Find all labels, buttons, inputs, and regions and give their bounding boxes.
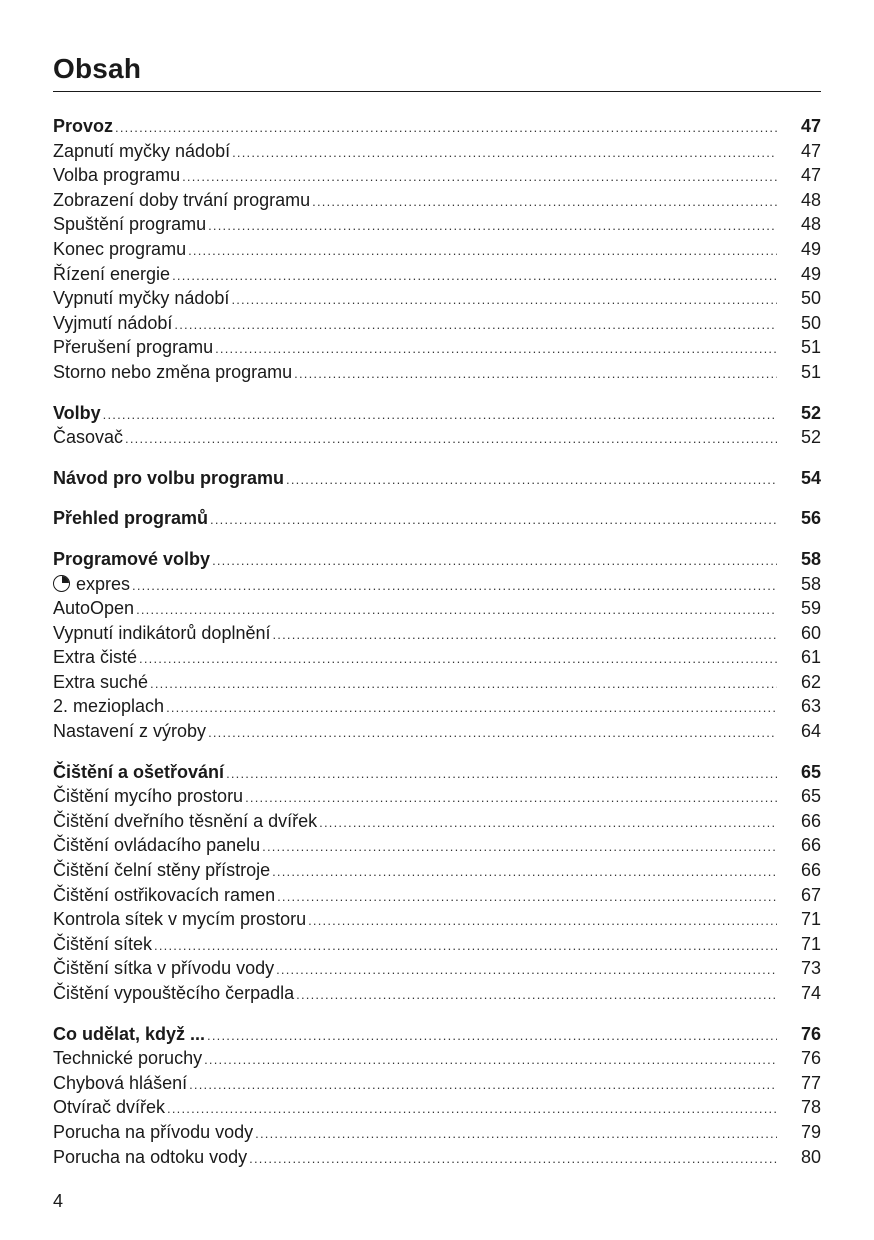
toc-entry-label: Přehled programů [53, 508, 209, 529]
toc-entry[interactable] [53, 833, 821, 858]
toc-entry-label: Čištění čelní stěny přístroje [53, 860, 271, 881]
toc-entry-label: Volba programu [53, 165, 181, 186]
toc-entry[interactable] [53, 670, 821, 695]
toc-section-heading[interactable] [53, 547, 821, 572]
express-clock-icon [53, 575, 70, 592]
dot-leader [231, 288, 777, 313]
dot-leader [249, 1147, 777, 1172]
dot-leader [277, 885, 777, 910]
toc-entry[interactable] [53, 360, 821, 385]
toc-entry-label: Čištění vypouštěcího čerpadla [53, 983, 295, 1003]
dot-leader [294, 362, 777, 387]
toc-entry-label: Zapnutí myčky nádobí [53, 140, 231, 161]
toc-entry[interactable] [53, 1071, 821, 1096]
dot-leader [103, 403, 777, 428]
toc-entry-label: Čištění dveřního těsnění a dvířek [53, 810, 318, 831]
dot-leader [308, 909, 777, 934]
dot-leader [212, 549, 777, 574]
toc-page-number: 49 [800, 238, 821, 259]
toc-page-number: 48 [800, 214, 821, 235]
dot-leader [150, 672, 777, 697]
toc-entry[interactable] [53, 212, 821, 237]
toc-entry-label: Volby [53, 402, 101, 423]
dot-leader [188, 239, 777, 264]
page-number: 4 [53, 1191, 64, 1211]
dot-leader [296, 983, 777, 1008]
dot-leader [255, 1122, 777, 1147]
dot-leader [210, 508, 777, 533]
toc-entry[interactable] [53, 694, 821, 719]
toc-page-number: 47 [800, 140, 821, 161]
toc-entry-label: Co udělat, když ... [53, 1023, 206, 1044]
toc-entry[interactable] [53, 981, 821, 1006]
toc-entry[interactable] [53, 596, 821, 621]
toc-entry-label: Čištění ovládacího panelu [53, 835, 261, 856]
toc-entry-label: Vypnutí myčky nádobí [53, 288, 230, 309]
toc-entry-label: Čištění sítka v přívodu vody [53, 958, 275, 979]
toc-entry-label: Porucha na přívodu vody [53, 1121, 254, 1142]
toc-entry-label: Provoz [53, 116, 114, 136]
toc-entry-label: Časovač [53, 427, 124, 448]
toc-page-number: 50 [800, 312, 821, 333]
dot-leader [232, 141, 777, 166]
toc-entry[interactable] [53, 572, 821, 597]
toc-section [53, 760, 821, 1006]
toc-entry-label: Čištění a ošetřování [53, 761, 225, 782]
dot-leader [154, 934, 777, 959]
toc-entry-label: Řízení energie [53, 263, 171, 284]
toc-page-number: 52 [800, 427, 821, 448]
toc-entry[interactable] [53, 1120, 821, 1145]
toc-entry[interactable] [53, 956, 821, 981]
toc-entry[interactable] [53, 1046, 821, 1071]
document-page [53, 0, 821, 1240]
dot-leader [262, 835, 777, 860]
toc-entry[interactable] [53, 907, 821, 932]
toc-entry-label: Technické poruchy [53, 1048, 203, 1069]
toc-page-number: 67 [800, 884, 821, 905]
toc-page-number: 71 [800, 909, 821, 930]
dot-leader [166, 696, 777, 721]
toc-section-heading[interactable] [53, 506, 821, 531]
toc-entry-label: Nastavení z výroby [53, 721, 207, 742]
toc-page-number: 62 [800, 671, 821, 692]
toc-entry-label: Čištění ostřikovacích ramen [53, 884, 276, 905]
toc-page-number: 74 [800, 983, 821, 1003]
toc-page-number: 78 [800, 1097, 821, 1118]
table-of-contents [53, 114, 821, 1185]
toc-entry-label: Storno nebo změna programu [53, 361, 293, 382]
toc-page-number: 63 [800, 696, 821, 717]
toc-entry[interactable] [53, 883, 821, 908]
toc-entry[interactable] [53, 335, 821, 360]
dot-leader [312, 190, 777, 215]
toc-page-number: 61 [800, 647, 821, 668]
toc-entry-label: AutoOpen [53, 598, 135, 619]
toc-page-number: 66 [800, 835, 821, 856]
toc-section-heading[interactable] [53, 1022, 821, 1047]
toc-entry[interactable] [53, 262, 821, 287]
toc-page-number: 60 [800, 622, 821, 643]
toc-entry-label: Kontrola sítek v mycím prostoru [53, 909, 307, 930]
toc-entry-text: expres [76, 573, 131, 594]
toc-page-number: 65 [800, 761, 821, 782]
toc-page-number: 73 [800, 958, 821, 979]
toc-entry-label: Čištění sítek [53, 933, 153, 954]
dot-leader [172, 264, 777, 289]
toc-page-number: 52 [800, 402, 821, 423]
dot-leader [125, 427, 777, 452]
toc-page-number: 56 [800, 508, 821, 529]
toc-entry-label: Porucha na odtoku vody [53, 1146, 248, 1167]
dot-leader [182, 165, 777, 190]
toc-page-number: 58 [800, 548, 821, 569]
dot-leader [273, 623, 778, 648]
dot-leader [286, 468, 777, 493]
toc-entry[interactable] [53, 311, 821, 336]
toc-entry-label: Vypnutí indikátorů doplnění [53, 622, 271, 643]
toc-page-number: 77 [800, 1072, 821, 1093]
toc-entry-label: Přerušení programu [53, 337, 214, 358]
toc-entry-label: Zobrazení doby trvání programu [53, 189, 311, 210]
toc-entry[interactable] [53, 621, 821, 646]
toc-page-number: 65 [800, 786, 821, 807]
toc-page-number: 66 [800, 810, 821, 831]
toc-page-number: 58 [800, 573, 821, 594]
toc-page-number: 76 [800, 1048, 821, 1069]
dot-leader [226, 762, 777, 787]
toc-section-heading[interactable] [53, 760, 821, 785]
toc-page-number: 71 [800, 933, 821, 954]
dot-leader [245, 786, 777, 811]
toc-entry[interactable] [53, 163, 821, 188]
dot-leader [132, 574, 777, 599]
dot-leader [139, 647, 777, 672]
toc-entry-label: Extra čisté [53, 647, 138, 668]
toc-page-number: 64 [800, 721, 821, 742]
dot-leader [204, 1048, 777, 1073]
toc-entry[interactable] [53, 286, 821, 311]
toc-page-number: 66 [800, 860, 821, 881]
toc-entry-label: Čištění mycího prostoru [53, 786, 244, 807]
toc-section [53, 114, 821, 385]
toc-page-number: 49 [800, 263, 821, 284]
toc-entry-label: Chybová hlášení [53, 1072, 188, 1093]
dot-leader [189, 1073, 777, 1098]
toc-page-number: 50 [800, 288, 821, 309]
dot-leader [174, 313, 777, 338]
toc-entry[interactable] [53, 784, 821, 809]
page-title: Obsah [53, 53, 142, 84]
toc-entry-label: Návod pro volbu programu [53, 467, 285, 488]
toc-entry[interactable] [53, 1095, 821, 1120]
title-divider [53, 91, 821, 92]
toc-page-number: 51 [800, 337, 821, 358]
toc-page-number: 47 [800, 116, 821, 136]
toc-page-number: 54 [800, 467, 821, 488]
dot-leader [215, 337, 777, 362]
toc-entry[interactable] [53, 809, 821, 834]
toc-entry[interactable] [53, 719, 821, 744]
toc-entry[interactable] [53, 425, 821, 450]
toc-section-heading[interactable] [53, 401, 821, 426]
toc-entry-label: Spuštění programu [53, 214, 207, 235]
toc-entry-label: Vyjmutí nádobí [53, 312, 173, 333]
dot-leader [207, 1024, 777, 1049]
toc-page-number: 59 [800, 598, 821, 619]
toc-section-heading[interactable] [53, 466, 821, 491]
toc-entry-label: Extra suché [53, 671, 149, 692]
toc-entry[interactable] [53, 858, 821, 883]
dot-leader [115, 116, 777, 141]
dot-leader [276, 958, 777, 983]
toc-entry-label: Otvírač dvířek [53, 1097, 166, 1118]
toc-section [53, 506, 821, 531]
toc-page-number: 48 [800, 189, 821, 210]
dot-leader [272, 860, 777, 885]
toc-page-number: 76 [800, 1023, 821, 1044]
toc-section-heading[interactable] [53, 114, 821, 139]
dot-leader [208, 214, 777, 239]
toc-page-number: 51 [800, 361, 821, 382]
toc-section [53, 401, 821, 450]
toc-entry[interactable] [53, 237, 821, 262]
toc-entry-label: 2. mezioplach [53, 696, 165, 717]
toc-section [53, 547, 821, 744]
dot-leader [208, 721, 777, 746]
toc-entry[interactable] [53, 1145, 821, 1170]
toc-page-number: 47 [800, 165, 821, 186]
dot-leader [319, 811, 777, 836]
dot-leader [167, 1097, 777, 1122]
toc-page-number: 79 [800, 1121, 821, 1142]
toc-entry[interactable] [53, 645, 821, 670]
toc-section [53, 466, 821, 491]
toc-entry[interactable] [53, 139, 821, 164]
toc-entry-label: Programové volby [53, 548, 211, 569]
toc-entry[interactable] [53, 188, 821, 213]
toc-entry-label [53, 572, 130, 597]
dot-leader [136, 598, 777, 623]
toc-entry-label: Konec programu [53, 238, 187, 259]
toc-section [53, 1022, 821, 1170]
toc-page-number: 80 [800, 1146, 821, 1167]
toc-entry[interactable] [53, 932, 821, 957]
